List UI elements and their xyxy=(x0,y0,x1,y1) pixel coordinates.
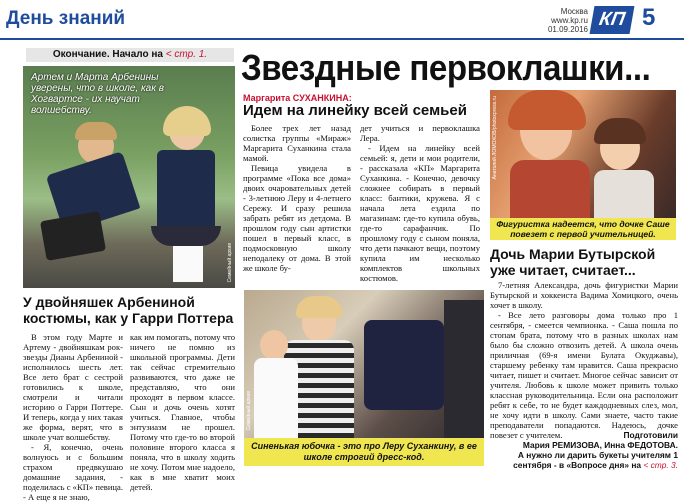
main-headline: Звездные первоклашки... xyxy=(241,47,651,88)
paragraph: Певица увидела в программе «Пока все дома» двоих очаровательных детей - 3-летнюю Леру и 4-летнего Сережу. И сразу решила забрать ребят из детдома. В прошлом году сын артистки пошел в первый класс, в подмосковную школу неподалеку от дома. В этой же школе бу- xyxy=(243,163,351,273)
paragraph: дет учиться и первоклашка Лера. xyxy=(360,123,480,143)
background-clothes xyxy=(444,300,484,438)
photo-arbenin-twins xyxy=(23,66,235,288)
continuation-label: Окончание. Начало на xyxy=(52,49,166,60)
mother-hair xyxy=(508,90,586,130)
girl-socks xyxy=(173,246,203,282)
woman-hair xyxy=(296,296,342,318)
left-article-col1 xyxy=(23,332,123,502)
paragraph: - Идем на линейку всей семьей: я, дети и мои родители, - рассказала «КП» Маргарита Суханкина. - Конечно, девочку сложнее собирать в первый класс: бантики, кружева. Я с начала лета ездила по магазинам: где-то купила обувь, где-то сарафанчик. По прошлому году с сыном поняла, что дети пачкают вещи, поэтому купила им несколько комплектов школьных костюмов. xyxy=(360,143,480,283)
header-city: Москва xyxy=(560,7,588,16)
girl-body xyxy=(157,150,215,230)
mother-body xyxy=(510,160,590,218)
header-date: 01.09.2016 xyxy=(547,25,588,34)
photo-credit-right: Анатолий ЛОМОХОВ/photoxpress.ru xyxy=(492,96,498,180)
daughter-hair xyxy=(594,118,646,144)
page-number: 5 xyxy=(642,4,656,31)
header-meta xyxy=(528,7,588,34)
mid-article-col1 xyxy=(243,123,351,273)
photo-caption-right: Фигуристка надеется, что дочке Саше повезет с первой учительницей. xyxy=(490,218,676,240)
paragraph: - Я, конечно, очень волнуюсь и с большим страхом предвкушаю домашние задания, - поделилась с «КП» певица. - А еще я не знаю, xyxy=(23,442,123,502)
right-article-body xyxy=(490,280,678,440)
right-article-headline: Дочь Марии Бутырской уже читает, считает... xyxy=(490,246,656,278)
girl-skirt xyxy=(151,226,221,246)
girl-blouse xyxy=(254,358,298,438)
continuation-bar xyxy=(26,48,234,62)
paragraph: - Все лето разговоры дома только про 1 сентября, - смеется чемпионка. - Саша пошла по стопам брата, потому что в разных школах нам было бы сложно отвозить детей. А школа очень приличная (69-я имени Булата Окуджавы), старшему ребенку там нравится. Саша прекрасно читает, пишет и считает. Многое сейчас зависит от учителя. Любовь к школе может привить только классная руководительница. Если она расположит ребят к себе, то не будет каждодневных слез, мол, не хочу идти в школу. Сами знаете, часто такие преподаватели попадаются. Надеюсь, дочке повезет с учителем. xyxy=(490,310,678,440)
paragraph: Более трех лет назад солистка группы «Мираж» Маргарита Суханкина стала мамой. xyxy=(243,123,351,163)
mid-article-author: Маргарита СУХАНКИНА: xyxy=(243,93,352,103)
credits-prepared: Подготовили xyxy=(623,430,678,440)
mid-article-col2 xyxy=(360,123,480,283)
article-credits xyxy=(490,430,678,470)
credits-authors: Мария РЕМИЗОВА, Инна ФЕДОТОВА. xyxy=(522,440,678,450)
header-site: www.kp.ru xyxy=(551,16,588,25)
photo-caption-mid: Синенькая юбочка - это про Леру Суханкину, в ее школе строгий дресс-код. xyxy=(244,438,484,466)
navy-skirt xyxy=(364,320,444,410)
girl-head xyxy=(260,330,288,360)
paragraph: В этом году Марте и Артему - двойняшкам рок-звезды Дианы Арбениной - исполнилось шесть лет. Все лето брат с сестрой готовились к школе, смотрели и читали историю о Гарри Поттере. И теперь, когда у них такая же форма, верят, что в школе учат волшебству. xyxy=(23,332,123,442)
photo-butyrskaya xyxy=(490,90,676,218)
credits-ref[interactable]: < стр. 3. xyxy=(643,460,678,470)
boy-legs xyxy=(40,211,106,261)
photo-credit-mid: Семейный архив xyxy=(246,390,252,430)
boy-hair xyxy=(75,122,117,140)
photo-credit-left: Семейный архив xyxy=(227,242,233,282)
section-title: День знаний xyxy=(6,8,126,29)
left-article-headline: У двойняшек Арбениной костюмы, как у Гарри Поттера xyxy=(23,294,234,326)
photo-sukhankina xyxy=(244,290,484,438)
photo-caption-left: Артем и Марта Арбенины уверены, что в школе, как в Хогвартсе - их научат волшебству. xyxy=(31,72,164,116)
paragraph: 7-летняя Александра, дочь фигуристки Марии Бутырской и хоккеиста Вадима Хомицкого, очень хочет в школу. xyxy=(490,280,678,310)
mid-article-headline: Идем на линейку всей семьей xyxy=(243,102,467,119)
daughter-body xyxy=(594,170,654,218)
paragraph: как им помогать, потому что ничего не помню из школьной программы. Дети так сейчас стремительно развиваются, что даже не представляю, что они проходят в первом классе. Сын и дочь очень хотят учиться. Главное, чтобы энтузиазм не прошел. Потому что где-то во второй половине второго класса я поняла, что в школу ходить не хочу. Потом мне надоело, как в мне хватит моих детей. xyxy=(130,332,235,492)
continuation-ref: < стр. 1. xyxy=(165,49,208,60)
kp-logo: КП xyxy=(590,6,635,34)
left-article-col2 xyxy=(130,332,235,492)
credits-promo: А нужно ли дарить букеты учителям 1 сентября - в «Вопросе дня» на xyxy=(513,450,678,470)
